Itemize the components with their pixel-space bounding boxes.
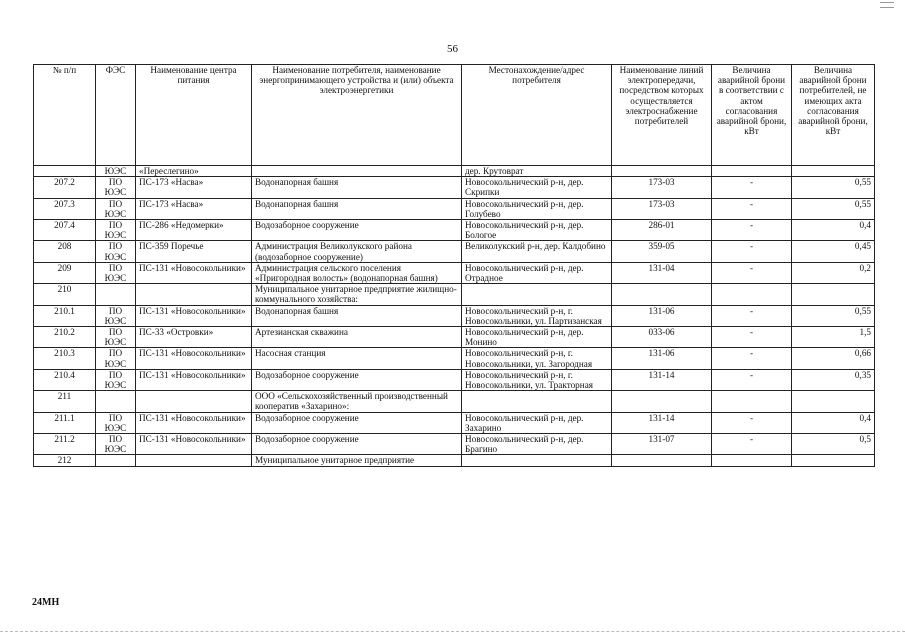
cell-consumer-name: Водозаборное сооружение — [252, 434, 462, 455]
cell-reserve-without-act: 0,55 — [792, 198, 875, 219]
cell-fes — [96, 284, 136, 305]
cell-power-line: 131-06 — [612, 305, 712, 326]
cell-location — [462, 284, 612, 305]
cell-reserve-without-act: 0,55 — [792, 305, 875, 326]
cell-reserve-with-act: - — [712, 305, 792, 326]
cell-reserve-with-act: - — [712, 369, 792, 390]
cell-reserve-with-act: - — [712, 198, 792, 219]
cell-reserve-with-act: - — [712, 412, 792, 433]
cell-power-center: ПС-131 «Новосокольники» — [136, 262, 252, 283]
header-reserve-with-act: Величина аварийной брони в соответствии с актом согласования аварийной брони, кВт — [712, 65, 792, 166]
cell-power-center: ПС-131 «Новосокольники» — [136, 369, 252, 390]
cell-power-center — [136, 284, 252, 305]
cell-reserve-without-act: 0,45 — [792, 241, 875, 262]
cell-reserve-with-act — [712, 284, 792, 305]
cell-power-line: 131-14 — [612, 369, 712, 390]
cell-reserve-with-act — [712, 455, 792, 466]
table-row — [34, 434, 875, 455]
cell-number: 211.1 — [34, 412, 96, 433]
cell-power-line — [612, 391, 712, 412]
cell-fes — [96, 455, 136, 466]
table-row — [34, 391, 875, 412]
scan-edge-line — [0, 631, 905, 634]
cell-location: дер. Крутоврат — [462, 166, 612, 177]
cell-reserve-with-act: - — [712, 327, 792, 348]
cell-consumer-name — [252, 166, 462, 177]
cell-reserve-without-act: 0,55 — [792, 177, 875, 198]
cell-number: 208 — [34, 241, 96, 262]
header-consumer-name: Наименование потребителя, наименование энергопринимающего устройства и (или) объекта электроэнергетики — [252, 65, 462, 166]
cell-consumer-name: Муниципальное унитарное предприятие — [252, 455, 462, 466]
cell-consumer-name: Водозаборное сооружение — [252, 220, 462, 241]
cell-reserve-without-act — [792, 166, 875, 177]
cell-number: 210.3 — [34, 348, 96, 369]
table-row — [34, 262, 875, 283]
cell-power-center: ПС-173 «Насва» — [136, 177, 252, 198]
cell-power-line — [612, 284, 712, 305]
consumer-table — [33, 64, 875, 467]
table-row — [34, 455, 875, 466]
cell-power-line: 131-04 — [612, 262, 712, 283]
cell-reserve-with-act — [712, 166, 792, 177]
cell-power-center: ПС-131 «Новосокольники» — [136, 434, 252, 455]
cell-location: Новосокольнический р-н, г. Новосокольники, ул. Тракторная — [462, 369, 612, 390]
cell-power-center: «Переслегино» — [136, 166, 252, 177]
cell-power-center: ПС-131 «Новосокольники» — [136, 305, 252, 326]
cell-consumer-name: Водонапорная башня — [252, 177, 462, 198]
cell-number: 207.4 — [34, 220, 96, 241]
cell-consumer-name: Водонапорная башня — [252, 198, 462, 219]
cell-reserve-with-act: - — [712, 262, 792, 283]
table-row — [34, 327, 875, 348]
header-fes: ФЭС — [96, 65, 136, 166]
cell-number: 210 — [34, 284, 96, 305]
cell-power-center: ПС-359 Поречье — [136, 241, 252, 262]
cell-power-line — [612, 455, 712, 466]
cell-reserve-with-act: - — [712, 220, 792, 241]
cell-location: Новосокольнический р-н, дер. Брагино — [462, 434, 612, 455]
cell-number: 210.1 — [34, 305, 96, 326]
table-row — [34, 177, 875, 198]
header-reserve-without-act: Величина аварийной брони потребителей, не имеющих акта согласования аварийной брони, кВт — [792, 65, 875, 166]
cell-fes: ПО ЮЭС — [96, 241, 136, 262]
cell-power-line: 173-03 — [612, 177, 712, 198]
cell-reserve-without-act: 0,4 — [792, 412, 875, 433]
cell-fes: ПО ЮЭС — [96, 412, 136, 433]
cell-power-line: 173-03 — [612, 198, 712, 219]
table-row — [34, 369, 875, 390]
cell-consumer-name: Водозаборное сооружение — [252, 412, 462, 433]
table-row — [34, 348, 875, 369]
cell-fes: ПО ЮЭС — [96, 262, 136, 283]
cell-location: Новосокольнический р-н, дер. Скрипки — [462, 177, 612, 198]
table-row — [34, 198, 875, 219]
cell-number: 209 — [34, 262, 96, 283]
cell-fes: ПО ЮЭС — [96, 220, 136, 241]
cell-power-line: 131-06 — [612, 348, 712, 369]
cell-power-line: 131-14 — [612, 412, 712, 433]
cell-number: 207.3 — [34, 198, 96, 219]
cell-power-line: 033-06 — [612, 327, 712, 348]
cell-consumer-name: Насосная станция — [252, 348, 462, 369]
cell-fes: ПО ЮЭС — [96, 305, 136, 326]
header-number: № п/п — [34, 65, 96, 166]
cell-number: 207.2 — [34, 177, 96, 198]
cell-reserve-with-act: - — [712, 348, 792, 369]
cell-location: Великолукский р-н, дер. Калдобино — [462, 241, 612, 262]
cell-location: Новосокольнический р-н, дер. Голубево — [462, 198, 612, 219]
cell-power-center — [136, 391, 252, 412]
cell-reserve-with-act: - — [712, 241, 792, 262]
cell-consumer-name: Водонапорная башня — [252, 305, 462, 326]
cell-fes: ПО ЮЭС — [96, 434, 136, 455]
cell-fes: ПО ЮЭС — [96, 369, 136, 390]
cell-number: 210.2 — [34, 327, 96, 348]
page-number: 56 — [447, 43, 458, 55]
cell-reserve-without-act: 0,35 — [792, 369, 875, 390]
scan-corner-mark — [880, 2, 894, 8]
table-row — [34, 241, 875, 262]
cell-fes: ЮЭС — [96, 166, 136, 177]
cell-number: 210.4 — [34, 369, 96, 390]
cell-reserve-without-act: 0,66 — [792, 348, 875, 369]
table-row — [34, 412, 875, 433]
cell-number: 211 — [34, 391, 96, 412]
cell-reserve-with-act: - — [712, 434, 792, 455]
header-power-lines: Наименование линий электропередачи, посредством которых осуществляется электроснабжение потребителей — [612, 65, 712, 166]
cell-consumer-name: Артезианская скважина — [252, 327, 462, 348]
cell-fes — [96, 391, 136, 412]
cell-power-center — [136, 455, 252, 466]
cell-location: Новосокольнический р-н, дер. Отрадное — [462, 262, 612, 283]
cell-power-line: 131-07 — [612, 434, 712, 455]
footer-code: 24МН — [32, 597, 60, 608]
cell-number: 211.2 — [34, 434, 96, 455]
cell-reserve-without-act — [792, 455, 875, 466]
cell-fes: ПО ЮЭС — [96, 177, 136, 198]
cell-location: Новосокольнический р-н, г. Новосокольники, ул. Загородная — [462, 348, 612, 369]
cell-reserve-without-act: 0,4 — [792, 220, 875, 241]
cell-power-center: ПС-286 «Недомерки» — [136, 220, 252, 241]
cell-fes: ПО ЮЭС — [96, 327, 136, 348]
cell-power-line — [612, 166, 712, 177]
cell-reserve-without-act: 0,5 — [792, 434, 875, 455]
cell-power-center: ПС-131 «Новосокольники» — [136, 412, 252, 433]
cell-reserve-without-act — [792, 391, 875, 412]
table-row — [34, 284, 875, 305]
cell-reserve-with-act — [712, 391, 792, 412]
cell-consumer-name: Муниципальное унитарное предприятие жилищно-коммунального хозяйства: — [252, 284, 462, 305]
table-row — [34, 166, 875, 177]
cell-reserve-with-act: - — [712, 177, 792, 198]
cell-power-center: ПС-33 «Островки» — [136, 327, 252, 348]
cell-number — [34, 166, 96, 177]
cell-reserve-without-act: 1,5 — [792, 327, 875, 348]
cell-consumer-name: Администрация Великолукского района (водозаборное сооружение) — [252, 241, 462, 262]
cell-reserve-without-act: 0,2 — [792, 262, 875, 283]
cell-location: Новосокольнический р-н, дер. Захарино — [462, 412, 612, 433]
cell-power-center: ПС-173 «Насва» — [136, 198, 252, 219]
table-body — [34, 166, 875, 467]
header-location: Местонахождение/адрес потребителя — [462, 65, 612, 166]
cell-location — [462, 455, 612, 466]
cell-power-center: ПС-131 «Новосокольники» — [136, 348, 252, 369]
cell-number: 212 — [34, 455, 96, 466]
cell-consumer-name: ООО «Сельскохозяйственный производственный кооператив «Захарино»: — [252, 391, 462, 412]
table-header-row — [34, 65, 875, 166]
table-row — [34, 305, 875, 326]
cell-consumer-name: Администрация сельского поселения «Пригородная волость» (водонапорная башня) — [252, 262, 462, 283]
cell-location: Новосокольнический р-н, г. Новосокольники, ул. Партизанская — [462, 305, 612, 326]
header-power-center: Наименование центра питания — [136, 65, 252, 166]
cell-consumer-name: Водозаборное сооружение — [252, 369, 462, 390]
cell-reserve-without-act — [792, 284, 875, 305]
cell-location — [462, 391, 612, 412]
cell-location: Новосокольнический р-н, дер. Бологое — [462, 220, 612, 241]
cell-fes: ПО ЮЭС — [96, 198, 136, 219]
cell-location: Новосокольнический р-н, дер. Монино — [462, 327, 612, 348]
cell-power-line: 359-05 — [612, 241, 712, 262]
table-row — [34, 220, 875, 241]
cell-fes: ПО ЮЭС — [96, 348, 136, 369]
cell-power-line: 286-01 — [612, 220, 712, 241]
